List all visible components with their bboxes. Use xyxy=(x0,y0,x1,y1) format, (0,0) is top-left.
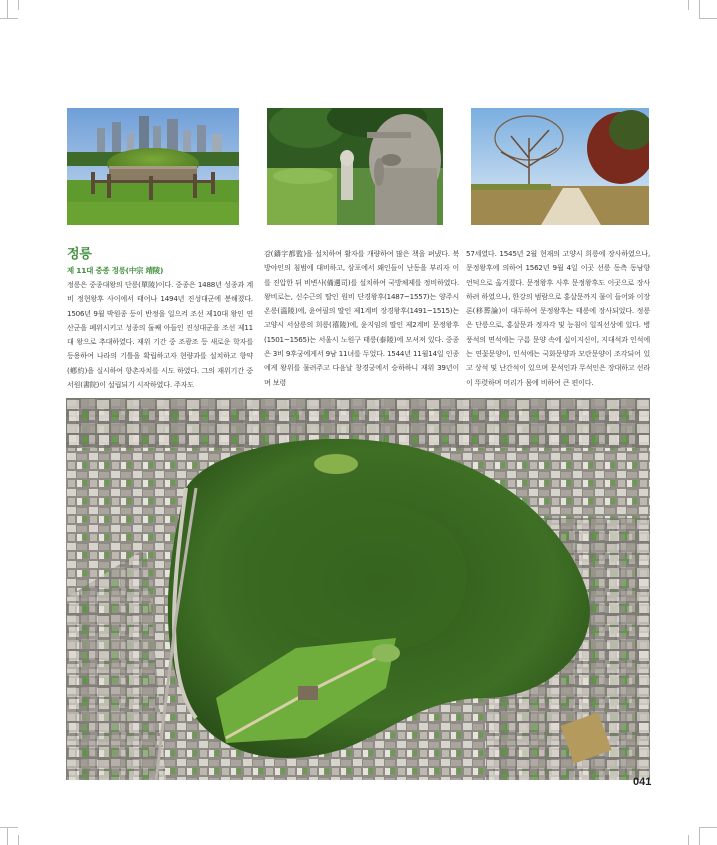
article-column-3 xyxy=(466,247,650,390)
article-column-1 xyxy=(67,247,253,392)
crop-mark xyxy=(7,827,8,845)
stone-statue-photo xyxy=(267,108,443,225)
article-text-column-3: 57세였다. 1545년 2월 현재의 고양시 희릉에 장사하였으나, 문정왕후에 의하여 1562년 9월 4일 이곳 선릉 동측 동남향 언덕으로 옮겨졌다. 문정왕후 사후 문정왕후도 이곳으로 장사하려 하였으나, 한강의 범람으로 홍살문까지 물이 들어와 이장론(移葬論)이 대두하여 문정왕후는 태릉에 장사되었다. 정릉은 단릉으로, 홍살문과 정자각 및 능침이 일직선상에 있다. 병풍석의 면석에는 구름 문양 속에 십이지신이, 지대석과 인석에는 연꽃문양이, 인석에는 국화문양과 모란문양이 조각되어 있고 상석 및 난간석이 있으며 문석인과 무석인은 장대하고 선라이 뚜렷하며 머리가 몸에 비하여 큰 편이다. xyxy=(466,249,650,387)
article-text-column-2: 감(鑄字都監)을 설치하여 활자를 개량하여 많은 책을 펴냈다. 북방야인의 침범에 대비하고, 삼포에서 왜인들이 난동을 부리자 이를 진압한 뒤 비변사(備邊司)를 설치하여 국방체제를 정비하였다. 왕비로는, 신수근의 딸인 원비 단경왕후(1487~1557)는 양주시 온릉(溫陵)에, 윤여필의 딸인 제1계비 장경왕후(1491~1515)는 고양시 서삼릉의 희릉(禧陵)에, 윤지임의 딸인 제2계비 문정왕후(1501~1565)는 서울시 노원구 태릉(泰陵)에 모셔져 있다. 중종은 3비 9후궁에게서 9남 11녀를 두었다. 1544년 11월14일 인종에게 왕위를 물려주고 다음날 창경궁에서 승하하니 재위 39년이며 보령 xyxy=(264,249,459,387)
forest-path-photo xyxy=(471,108,649,225)
crop-mark xyxy=(699,0,700,18)
page-number: 041 xyxy=(633,776,652,788)
crop-mark xyxy=(0,18,18,19)
article-text-column-1: 정릉은 중종대왕의 단릉(單陵)이다. 중종은 1488년 성종과 계비 정현왕후 사이에서 태어나 1494년 진성대군에 봉해졌다. 1506년 9월 박원종 등이 반정을 일으켜 조선 제10대 왕인 연산군을 폐위시키고 성종의 둘째 아들인 진성대군을 조선 제11대 왕으로 추대하였다. 재위 기간 중 조광조 등 새로운 학자를 등용하여 나라의 기틀을 확립하고자 현량과를 설치하고 향약(鄕約)을 실시하여 향촌자치를 시도 하였다. 그의 재위기간 중 서원(書院)이 설립되기 시작하였다. 주자도 xyxy=(67,280,253,390)
crop-mark xyxy=(0,827,18,828)
aerial-photo xyxy=(66,398,650,780)
crop-mark xyxy=(18,0,19,10)
article-subtitle: 제 11대 중종 정릉(中宗 靖陵) xyxy=(67,266,164,275)
crop-mark xyxy=(7,0,8,18)
crop-mark xyxy=(688,835,689,845)
crop-mark xyxy=(688,0,689,10)
tomb-mound-photo xyxy=(67,108,239,225)
article-column-2 xyxy=(264,247,459,390)
crop-mark xyxy=(699,827,717,828)
crop-mark xyxy=(699,827,700,845)
crop-mark xyxy=(699,18,717,19)
article-title: 정릉 xyxy=(67,247,92,262)
crop-mark xyxy=(18,835,19,845)
